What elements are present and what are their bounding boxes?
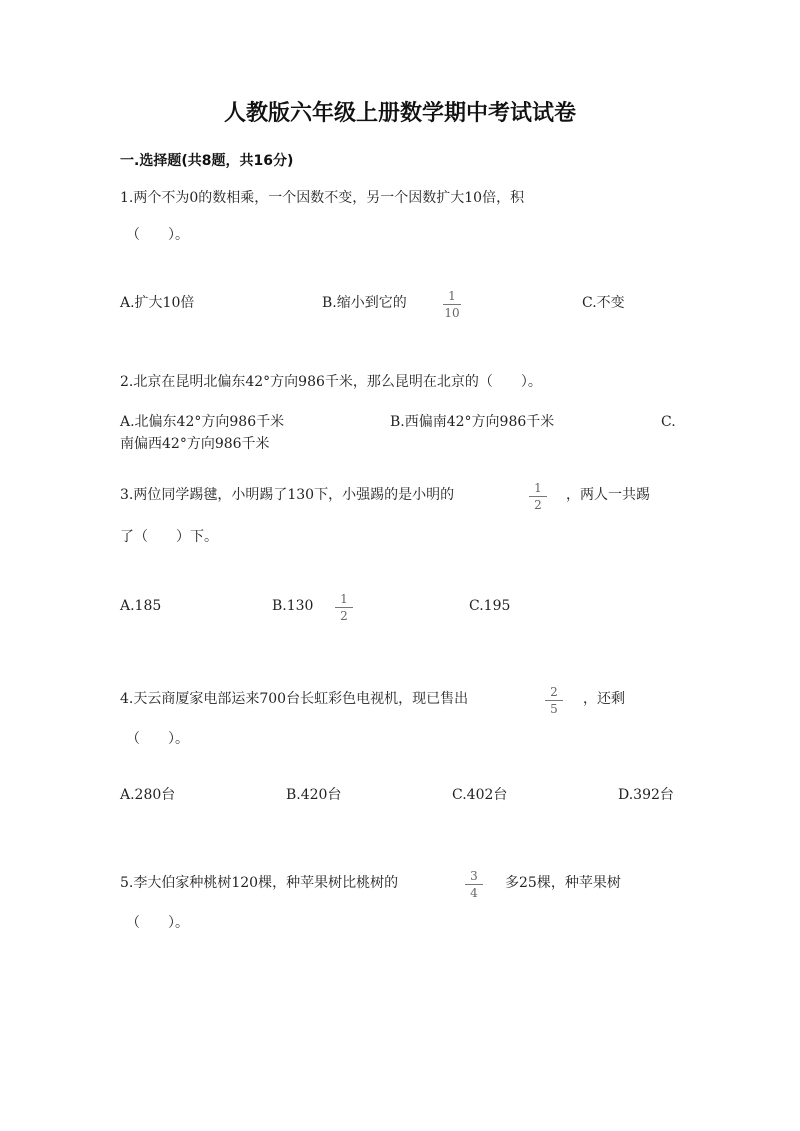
question-3-stem-end: ，两人一共踢: [566, 487, 650, 503]
question-3-option-c[interactable]: C.195: [469, 598, 511, 614]
fraction-denominator: 5: [550, 702, 558, 716]
question-3-stem-start: 3.两位同学踢毽，小明踢了130下，小强踢的是小明的: [120, 487, 455, 503]
question-1-blank: （ ）。: [126, 227, 189, 243]
question-4-stem-start: 4.天云商厦家电部运来700台长虹彩色电视机，现已售出: [120, 691, 469, 707]
question-1-option-b-fraction: [441, 290, 463, 320]
question-5-stem-start: 5.李大伯家种桃树120棵，种苹果树比桃树的: [120, 875, 399, 891]
question-5-fraction: [463, 870, 485, 900]
question-3-option-b-fraction: [333, 593, 355, 623]
question-2-option-b[interactable]: B.西偏南42°方向986千米: [390, 414, 555, 430]
fraction-numerator: 3: [470, 869, 478, 883]
fraction-numerator: 2: [550, 685, 558, 699]
fraction-denominator: 4: [470, 886, 478, 900]
question-4-fraction: [543, 686, 565, 716]
question-1-stem: 1.两个不为0的数相乘，一个因数不变，另一个因数扩大10倍，积: [120, 190, 525, 206]
fraction-numerator: 1: [534, 481, 542, 495]
page-title: 人教版六年级上册数学期中考试试卷: [223, 101, 576, 126]
fraction-denominator: 10: [444, 306, 460, 320]
question-2-option-a[interactable]: A.北偏东42°方向986千米: [120, 414, 285, 430]
fraction-bar: [529, 496, 547, 497]
question-4-option-b[interactable]: B.420台: [286, 787, 342, 803]
fraction-numerator: 1: [448, 289, 456, 303]
question-4-blank: （ ）。: [126, 731, 189, 747]
question-2-stem: 2.北京在昆明北偏东42°方向986千米，那么昆明在北京的（ ）。: [120, 374, 542, 390]
fraction-numerator: 1: [340, 592, 348, 606]
section-heading: 一.选择题(共8题，共16分): [120, 153, 294, 169]
question-1-option-c[interactable]: C.不变: [582, 295, 625, 311]
question-4-option-d[interactable]: D.392台: [618, 787, 674, 803]
question-2-option-c-text[interactable]: 南偏西42°方向986千米: [120, 436, 270, 452]
question-3-blank: 了（ ）下。: [120, 529, 218, 545]
fraction-bar: [545, 700, 563, 701]
question-1-option-a[interactable]: A.扩大10倍: [120, 295, 195, 311]
question-1-option-b[interactable]: B.缩小到它的: [322, 295, 407, 311]
fraction-denominator: 2: [340, 609, 348, 623]
question-3-option-a[interactable]: A.185: [120, 598, 162, 614]
question-3-fraction: [527, 482, 549, 512]
question-2-option-c-prefix[interactable]: C.: [661, 414, 676, 430]
fraction-bar: [335, 607, 353, 608]
fraction-denominator: 2: [534, 498, 542, 512]
question-4-stem-end: ，还剩: [583, 691, 625, 707]
question-5-stem-end: 多25棵，种苹果树: [505, 875, 621, 891]
fraction-bar: [443, 304, 461, 305]
question-4-option-a[interactable]: A.280台: [120, 787, 176, 803]
question-3-option-b[interactable]: B.130: [272, 598, 314, 614]
fraction-bar: [465, 884, 483, 885]
question-5-blank: （ ）。: [126, 915, 189, 931]
question-4-option-c[interactable]: C.402台: [452, 787, 508, 803]
